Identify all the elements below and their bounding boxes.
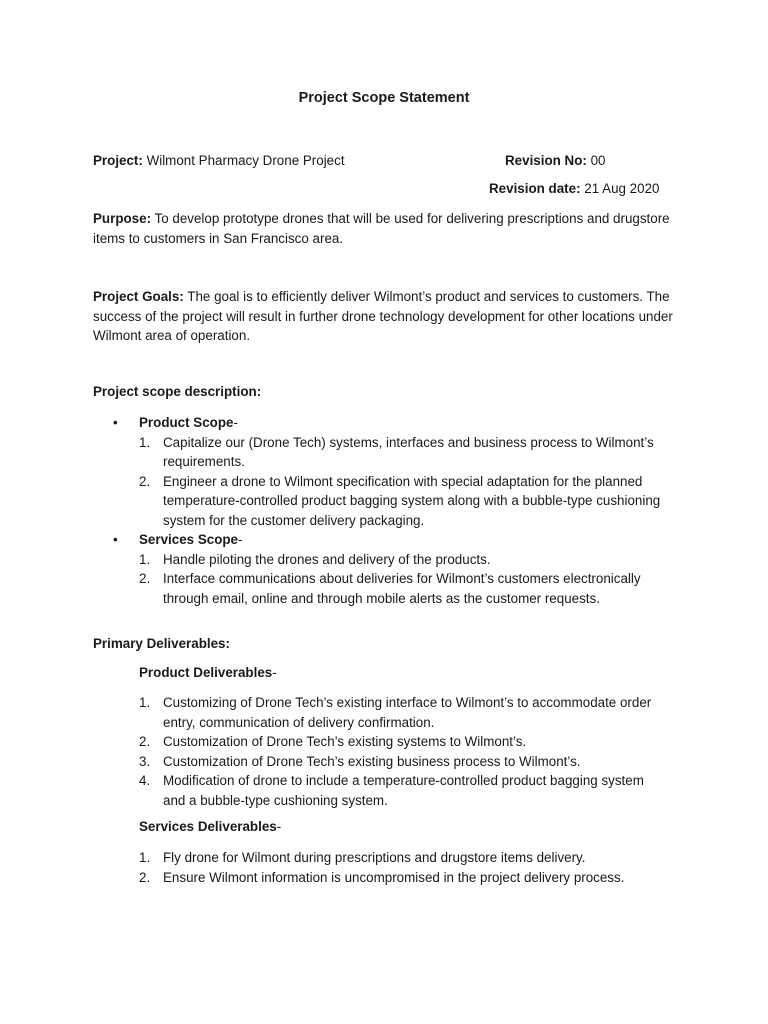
scope-heading: Project scope description: — [93, 384, 262, 399]
services-scope-list — [139, 550, 673, 609]
revision-date-line — [489, 181, 659, 196]
list-item: 1. Handle piloting the drones and delivery of the products. — [139, 551, 491, 567]
bullet-icon: • — [113, 532, 118, 547]
list-item: 1. Capitalize our (Drone Tech) systems, interfaces and business process to Wilmont’s requirements. — [139, 434, 654, 469]
list-item: 2. Customization of Drone Tech’s existing systems to Wilmont’s. — [139, 734, 527, 749]
list-item: 1. Customizing of Drone Tech’s existing interface to Wilmont’s to accommodate order entry, communication of delivery confirmation. — [139, 695, 652, 730]
revision-date-value: 21 Aug 2020 — [584, 181, 660, 196]
list-item: 3. Customization of Drone Tech’s existing business process to Wilmont’s. — [139, 753, 581, 769]
revision-no-line — [505, 153, 605, 168]
list-item: 1. Fly drone for Wilmont during prescriptions and drugstore items delivery. — [139, 850, 586, 865]
services-deliverables-list — [139, 848, 659, 887]
scope-list — [93, 413, 673, 608]
purpose-label: Purpose: — [93, 211, 152, 226]
scope-bullet-label: Product Scope — [139, 415, 234, 430]
scope-bullet-label: Services Scope — [139, 532, 239, 547]
project-label: Project: — [93, 153, 143, 168]
purpose-paragraph — [93, 209, 683, 248]
list-item: 4. Modification of drone to include a temperature-controlled product bagging system and a bubble-type cushioning system. — [139, 773, 644, 808]
list-item: 2. Ensure Wilmont information is uncompromised in the project delivery process. — [139, 869, 625, 885]
list-item: 2. Engineer a drone to Wilmont specification with special adaptation for the planned temperature-controlled product bagging system along with a bubble-type cushioning system for the customer delivery packaging. — [139, 473, 661, 528]
scope-bullet-product: • Product Scope- 1. Capitalize our (Drone Tech) systems, interfaces and business process to Wilmont’s requirements. 2. Engineer a drone to Wilmont specification with special adaptation for the planned temperature-controlled product bagging system along with a bubble-type cushioning system for the customer delivery packaging. — [93, 413, 673, 530]
product-deliverables-heading: Product Deliverables- — [139, 665, 277, 680]
product-scope-list — [139, 433, 673, 531]
goals-paragraph — [93, 287, 683, 346]
revision-date-label: Revision date: — [489, 181, 581, 196]
product-deliverables-list — [139, 693, 659, 810]
revision-no-value: 00 — [590, 153, 606, 168]
bullet-icon: • — [113, 415, 118, 430]
goals-label: Project Goals: — [93, 289, 184, 304]
project-line — [93, 153, 345, 168]
list-item: 2. Interface communications about deliveries for Wilmont’s customers electronically through email, online and through mobile alerts as the customer requests. — [139, 571, 641, 606]
revision-no-label: Revision No: — [505, 153, 587, 168]
services-deliverables-heading: Services Deliverables- — [139, 819, 282, 834]
page-title: Project Scope Statement — [298, 90, 470, 106]
scope-bullet-services: • Services Scope- 1. Handle piloting the drones and delivery of the products. 2. Interface communications about deliveries for Wilmont’s customers electronically through email, online and through mobile alerts as the customer requests. — [93, 530, 673, 608]
project-value: Wilmont Pharmacy Drone Project — [146, 153, 345, 168]
purpose-text: To develop prototype drones that will be used for delivering prescriptions and drugstore items to customers in San Francisco area. — [93, 211, 670, 246]
goals-text: The goal is to efficiently deliver Wilmont’s product and services to customers. The success of the project will result in further drone technology development for other locations under Wilmont area of operation. — [93, 289, 673, 343]
deliverables-heading: Primary Deliverables: — [93, 636, 230, 651]
